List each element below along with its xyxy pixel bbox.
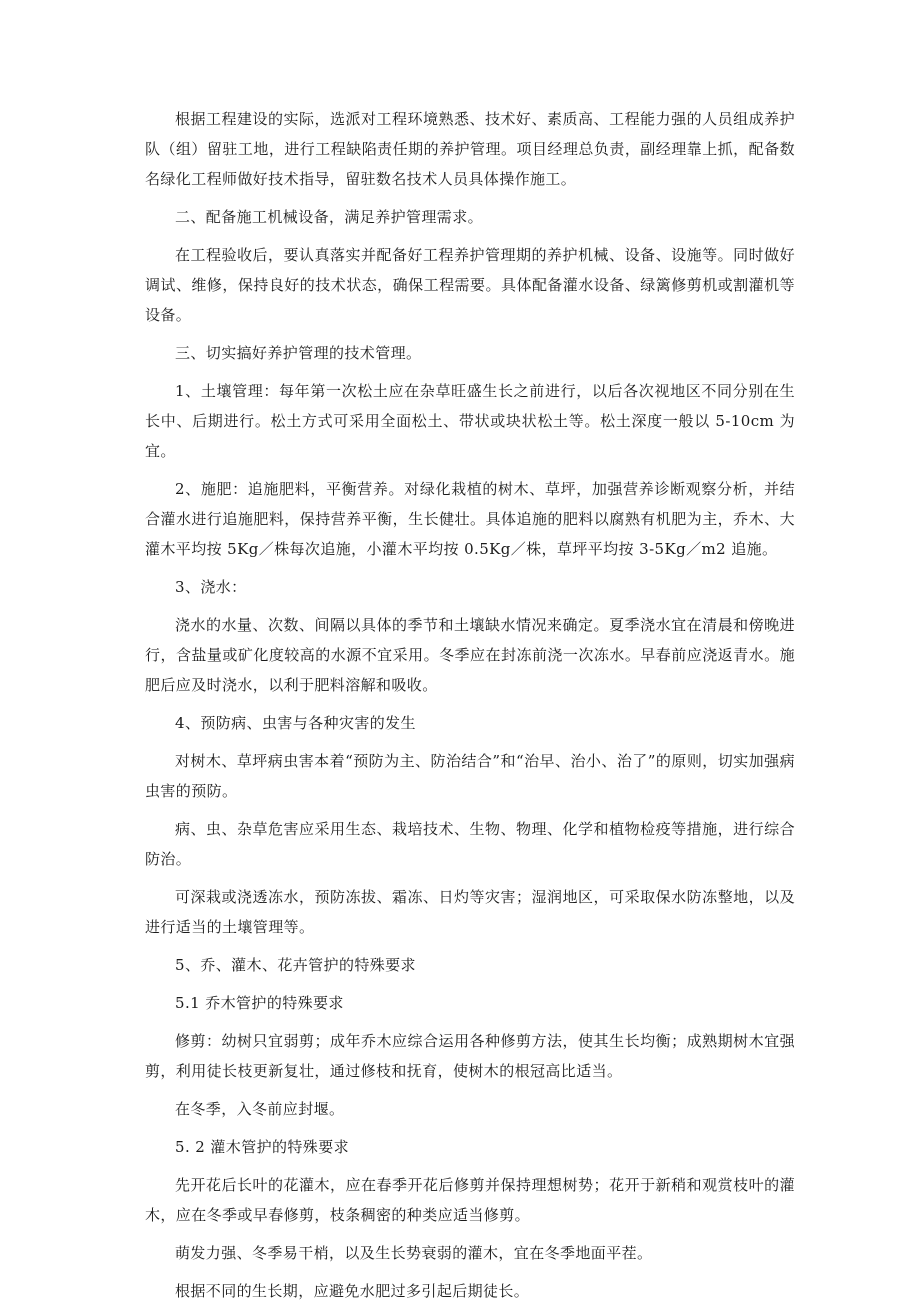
paragraph-disaster-prevention: 可深栽或浇透冻水，预防冻拔、霜冻、日灼等灾害；湿润地区，可采取保水防冻整地，以及进行适当的土壤管理等。 xyxy=(145,888,795,936)
paragraph-growth-period: 根据不同的生长期，应避免水肥过多引起后期徒长。 xyxy=(175,1282,530,1300)
subheading-shrub-care: 5. 2 灌木管护的特殊要求 xyxy=(175,1138,349,1156)
paragraph-winter-care: 在冬季，入冬前应封堰。 xyxy=(175,1100,345,1118)
section-heading-technical-management: 三、切实搞好养护管理的技术管理。 xyxy=(175,344,422,362)
paragraph-fertilizing: 2、施肥：追施肥料，平衡营养。对绿化栽植的树木、草坪，加强营养诊断观察分析，并结合灌水进行追施肥料，保持营养平衡，生长健壮。具体追施的肥料以腐熟有机肥为主，乔木、大灌木平均按 5Kg／株每次追施，小灌木平均按 0.5Kg／株，草坪平均按 3-5Kg／m2 追施。 xyxy=(145,480,795,558)
subheading-pest-prevention: 4、预防病、虫害与各种灾害的发生 xyxy=(175,714,416,732)
paragraph-shrub-pruning: 先开花后长叶的花灌木，应在春季开花后修剪并保持理想树势；花开于新稍和观赏枝叶的灌木，应在冬季或早春修剪，枝条稠密的种类应适当修剪。 xyxy=(145,1176,795,1224)
subheading-tree-care: 5.1 乔木管护的特殊要求 xyxy=(175,994,344,1012)
paragraph-equipment: 在工程验收后，要认真落实并配备好工程养护管理期的养护机械、设备、设施等。同时做好调试、维修，保持良好的技术状态，确保工程需要。具体配备灌水设备、绿篱修剪机或割灌机等设备。 xyxy=(145,246,795,324)
subheading-special-requirements: 5、乔、灌木、花卉管护的特殊要求 xyxy=(175,956,416,974)
paragraph-team-organization: 根据工程建设的实际，选派对工程环境熟悉、技术好、素质高、工程能力强的人员组成养护队（组）留驻工地，进行工程缺陷责任期的养护管理。项目经理总负责，副经理靠上抓，配备数名绿化工程师做好技术指导，留驻数名技术人员具体操作施工。 xyxy=(145,110,795,188)
section-heading-equipment: 二、配备施工机械设备，满足养护管理需求。 xyxy=(175,208,484,226)
paragraph-shrub-cutback: 萌发力强、冬季易干梢，以及生长势衰弱的灌木，宜在冬季地面平茬。 xyxy=(175,1244,653,1262)
paragraph-pest-principle: 对树木、草坪病虫害本着“预防为主、防治结合”和“治早、治小、治了”的原则，切实加强病虫害的预防。 xyxy=(145,752,795,800)
subheading-watering: 3、浇水： xyxy=(175,578,247,596)
paragraph-soil-management: 1、土壤管理：每年第一次松土应在杂草旺盛生长之前进行，以后各次视地区不同分别在生长中、后期进行。松土方式可采用全面松土、带状或块状松土等。松土深度一般以 5-10cm 为宜。 xyxy=(145,382,795,460)
paragraph-watering: 浇水的水量、次数、间隔以具体的季节和土壤缺水情况来确定。夏季浇水宜在清晨和傍晚进行，含盐量或矿化度较高的水源不宜采用。冬季应在封冻前浇一次冻水。早春前应浇返青水。施肥后应及时浇水，以利于肥料溶解和吸收。 xyxy=(145,616,795,694)
paragraph-tree-pruning: 修剪：幼树只宜弱剪；成年乔木应综合运用各种修剪方法，使其生长均衡；成熟期树木宜强剪，利用徒长枝更新复壮，通过修枝和抚育，使树木的根冠高比适当。 xyxy=(145,1032,795,1080)
document-body xyxy=(145,104,795,1314)
paragraph-integrated-control: 病、虫、杂草危害应采用生态、栽培技术、生物、物理、化学和植物检疫等措施，进行综合防治。 xyxy=(145,820,795,868)
